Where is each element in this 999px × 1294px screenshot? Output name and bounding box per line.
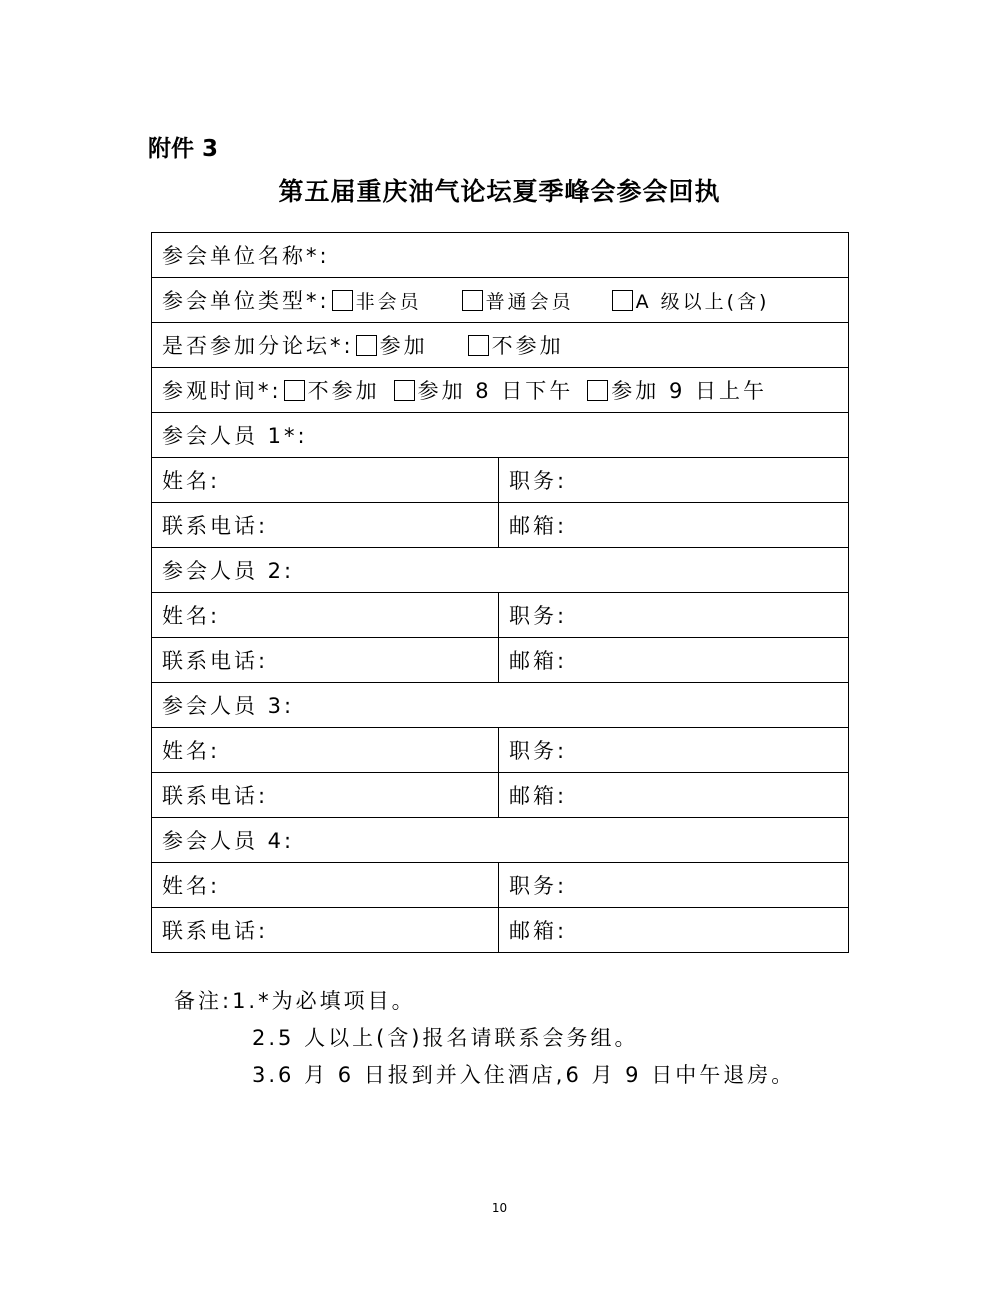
unit-type-option-level-a[interactable]: A 级以上(含) — [610, 289, 770, 313]
phone-field[interactable]: 联系电话: — [152, 638, 499, 683]
attendee-row — [152, 908, 849, 953]
subforum-row — [152, 323, 849, 368]
note-item: 2.5 人以上(含)报名请联系会务组。 — [252, 1026, 639, 1050]
note-item: 3.6 月 6 日报到并入住酒店,6 月 9 日中午退房。 — [252, 1063, 796, 1087]
attendee-row — [152, 638, 849, 683]
name-field[interactable]: 姓名: — [152, 458, 499, 503]
unit-name-field[interactable] — [152, 233, 849, 278]
unit-type-option-regular-member[interactable]: 普通会员 — [460, 289, 574, 313]
email-field[interactable]: 邮箱: — [499, 773, 849, 818]
attendee-row — [152, 503, 849, 548]
name-field[interactable]: 姓名: — [152, 593, 499, 638]
attendee-row — [152, 773, 849, 818]
attendee-header-row — [152, 683, 849, 728]
unit-type-label: 参会单位类型*: — [162, 289, 330, 313]
attendee-header: 参会人员 4: — [152, 818, 849, 863]
page-title: 第五届重庆油气论坛夏季峰会参会回执 — [278, 177, 721, 206]
position-field[interactable]: 职务: — [499, 863, 849, 908]
position-field[interactable]: 职务: — [499, 458, 849, 503]
checkbox-icon[interactable] — [462, 290, 483, 311]
visit-label: 参观时间*: — [162, 379, 282, 403]
checkbox-icon[interactable] — [587, 380, 608, 401]
checkbox-icon[interactable] — [332, 290, 353, 311]
unit-type-option-non-member[interactable]: 非会员 — [330, 289, 422, 313]
subforum-option-not-attend[interactable]: 不参加 — [466, 334, 564, 358]
unit-type-row — [152, 278, 849, 323]
checkbox-icon[interactable] — [284, 380, 305, 401]
phone-field[interactable]: 联系电话: — [152, 908, 499, 953]
subforum-label: 是否参加分论坛*: — [162, 334, 354, 358]
unit-name-row — [152, 233, 849, 278]
attendee-header-row — [152, 413, 849, 458]
page-number: 10 — [491, 1201, 508, 1215]
subforum-option-attend[interactable]: 参加 — [354, 334, 428, 358]
name-field[interactable]: 姓名: — [152, 728, 499, 773]
note-item: 备注:1.*为必填项目。 — [174, 989, 416, 1013]
position-field[interactable]: 职务: — [499, 728, 849, 773]
email-field[interactable]: 邮箱: — [499, 503, 849, 548]
email-field[interactable]: 邮箱: — [499, 638, 849, 683]
visit-option-none[interactable]: 不参加 — [282, 379, 380, 403]
attendee-header-row — [152, 818, 849, 863]
email-field[interactable]: 邮箱: — [499, 908, 849, 953]
attendee-header: 参会人员 2: — [152, 548, 849, 593]
registration-form — [151, 232, 849, 953]
attendee-header: 参会人员 1*: — [152, 413, 849, 458]
attendee-row — [152, 593, 849, 638]
attendee-row — [152, 863, 849, 908]
position-field[interactable]: 职务: — [499, 593, 849, 638]
attendee-row — [152, 458, 849, 503]
attendee-header: 参会人员 3: — [152, 683, 849, 728]
unit-name-label: 参会单位名称*: — [162, 244, 330, 268]
attachment-label: 附件 3 — [148, 136, 219, 162]
checkbox-icon[interactable] — [394, 380, 415, 401]
checkbox-icon[interactable] — [468, 335, 489, 356]
phone-field[interactable]: 联系电话: — [152, 503, 499, 548]
phone-field[interactable]: 联系电话: — [152, 773, 499, 818]
visit-option-8th-afternoon[interactable]: 参加 8 日下午 — [392, 379, 574, 403]
visit-option-9th-morning[interactable]: 参加 9 日上午 — [585, 379, 767, 403]
attendee-header-row — [152, 548, 849, 593]
name-field[interactable]: 姓名: — [152, 863, 499, 908]
visit-row — [152, 368, 849, 413]
checkbox-icon[interactable] — [612, 290, 633, 311]
notes — [174, 983, 795, 1094]
checkbox-icon[interactable] — [356, 335, 377, 356]
attendee-row — [152, 728, 849, 773]
